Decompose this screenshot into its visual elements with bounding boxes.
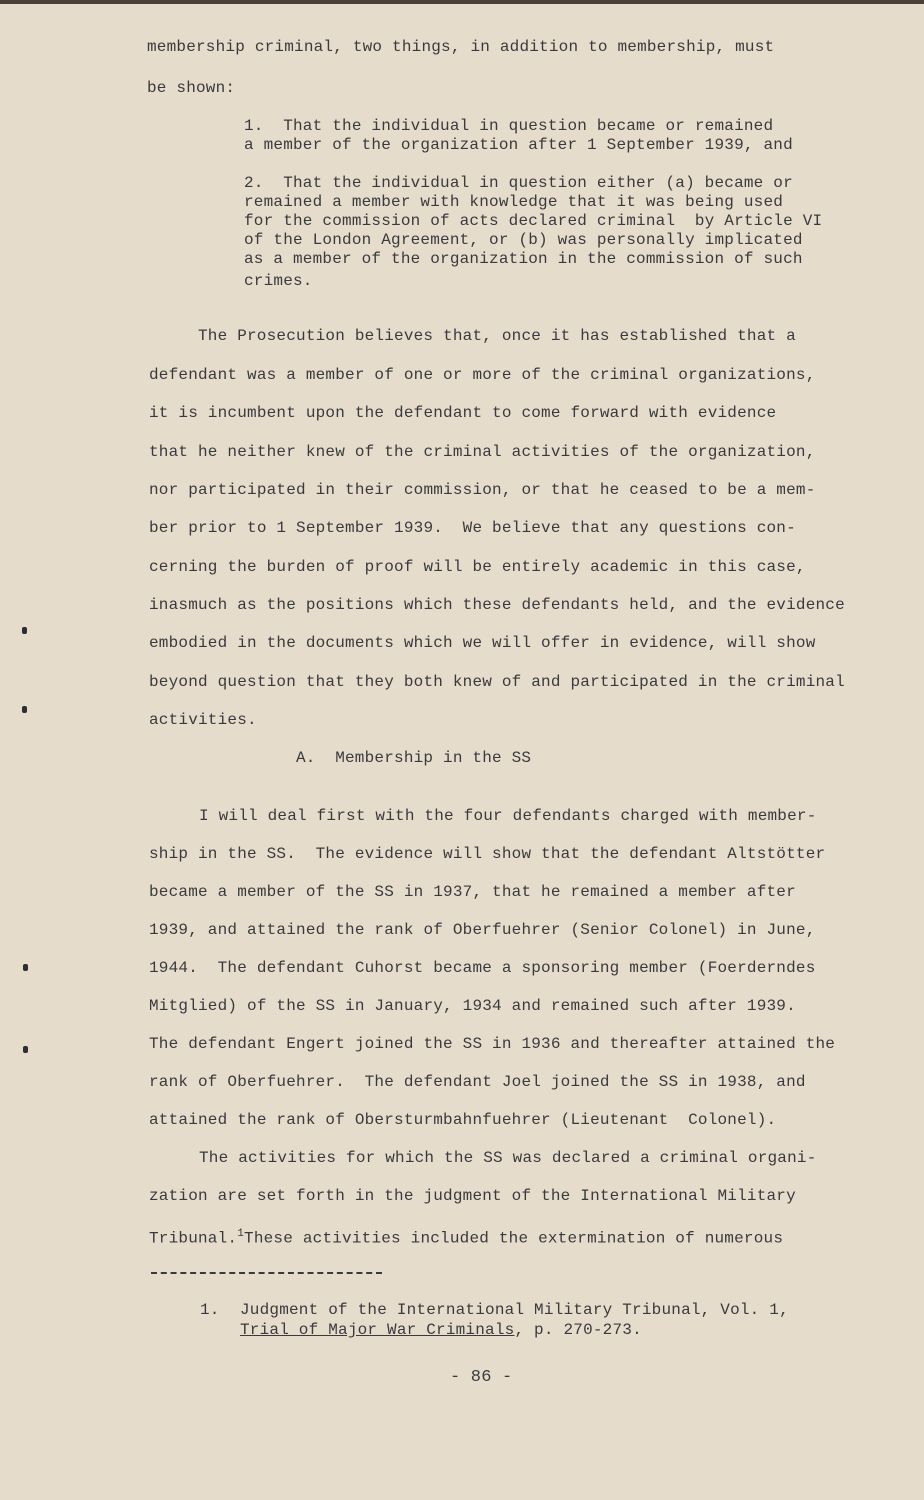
prosecution-paragraph-line: defendant was a member of one or more of the criminal organizations,: [149, 366, 816, 384]
membership-paragraph-line: 1939, and attained the rank of Oberfuehrer (Senior Colonel) in June,: [149, 921, 816, 939]
section-heading: A. Membership in the SS: [296, 749, 532, 767]
footnote-citation: [240, 1320, 642, 1340]
condition-2-line: remained a member with knowledge that it was being used: [244, 193, 784, 211]
condition-1-line: 1. That the individual in question became or remained: [244, 117, 774, 135]
prosecution-paragraph-line: it is incumbent upon the defendant to come forward with evidence: [149, 404, 777, 422]
footnote-pages: , p. 270-273.: [514, 1321, 642, 1339]
punch-mark: [23, 1046, 28, 1053]
activities-continuation: These activities included the extermination of numerous: [244, 1229, 784, 1248]
membership-paragraph-line: The defendant Engert joined the SS in 1936 and thereafter attained the: [149, 1035, 836, 1053]
footnote-divider: [151, 1272, 382, 1274]
activities-paragraph-line: zation are set forth in the judgment of the International Military: [149, 1187, 796, 1205]
prosecution-paragraph-line: nor participated in their commission, or that he ceased to be a mem-: [149, 481, 816, 499]
page-number: - 86 -: [450, 1368, 513, 1387]
membership-paragraph-line: 1944. The defendant Cuhorst became a sponsoring member (Foerderndes: [149, 959, 816, 977]
condition-2-line: crimes.: [244, 272, 313, 290]
prosecution-paragraph-line: ber prior to 1 September 1939. We believe that any questions con-: [149, 519, 796, 537]
prosecution-paragraph-line: The Prosecution believes that, once it has established that a: [198, 327, 796, 345]
condition-2-line: of the London Agreement, or (b) was personally implicated: [244, 231, 803, 249]
scan-edge: [0, 0, 924, 4]
activities-paragraph-line: [149, 1224, 783, 1248]
prosecution-paragraph-line: embodied in the documents which we will offer in evidence, will show: [149, 634, 816, 652]
punch-mark: [22, 627, 27, 634]
membership-paragraph-line: attained the rank of Obersturmbahnfuehrer (Lieutenant Colonel).: [149, 1111, 777, 1129]
prosecution-paragraph-line: cerning the burden of proof will be entirely academic in this case,: [149, 558, 806, 576]
punch-mark: [22, 706, 27, 713]
footnote-title: Trial of Major War Criminals: [240, 1321, 515, 1339]
prosecution-paragraph-line: inasmuch as the positions which these defendants held, and the evidence: [149, 596, 845, 614]
condition-1-line: a member of the organization after 1 September 1939, and: [244, 136, 793, 154]
footnote-marker: 1: [237, 1228, 245, 1240]
footnote-text: Judgment of the International Military Tribunal, Vol. 1,: [240, 1301, 789, 1319]
membership-paragraph-line: I will deal first with the four defendants charged with member-: [199, 807, 817, 825]
condition-2-line: as a member of the organization in the commission of such: [244, 250, 803, 268]
condition-2-line: 2. That the individual in question either (a) became or: [244, 174, 793, 192]
prosecution-paragraph-line: beyond question that they both knew of and participated in the criminal: [149, 673, 845, 691]
prosecution-paragraph-line: activities.: [149, 711, 257, 729]
intro-line: membership criminal, two things, in addition to membership, must: [147, 38, 775, 56]
membership-paragraph-line: rank of Oberfuehrer. The defendant Joel joined the SS in 1938, and: [149, 1073, 806, 1091]
footnote-number: 1.: [200, 1301, 220, 1319]
prosecution-paragraph-line: that he neither knew of the criminal activities of the organization,: [149, 443, 816, 461]
activities-paragraph-line: The activities for which the SS was declared a criminal organi-: [199, 1149, 817, 1167]
condition-2-line: for the commission of acts declared criminal by Article VI: [244, 212, 823, 230]
tribunal-word: Tribunal.: [149, 1229, 238, 1248]
membership-paragraph-line: ship in the SS. The evidence will show that the defendant Altstötter: [149, 845, 826, 863]
membership-paragraph-line: Mitglied) of the SS in January, 1934 and remained such after 1939.: [149, 997, 796, 1015]
punch-mark: [23, 964, 28, 971]
membership-paragraph-line: became a member of the SS in 1937, that he remained a member after: [149, 883, 796, 901]
intro-line: be shown:: [147, 79, 236, 97]
